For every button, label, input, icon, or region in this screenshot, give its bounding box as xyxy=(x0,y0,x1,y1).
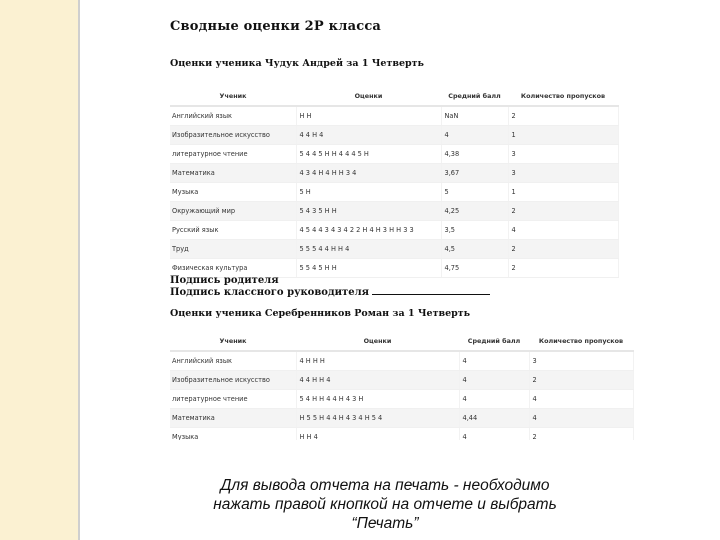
grades-cell: 4 5 4 4 3 4 3 4 2 2 Н 4 Н 3 Н Н 3 3 xyxy=(296,220,441,239)
avg-cell: 3,5 xyxy=(441,220,508,239)
table-header-row xyxy=(170,331,633,351)
table-row xyxy=(170,370,633,389)
grades-cell: 4 4 Н 4 xyxy=(296,125,441,144)
grades-cell: 5 5 5 4 4 Н Н 4 xyxy=(296,239,441,258)
table-row xyxy=(170,389,633,408)
avg-cell: 5 xyxy=(441,182,508,201)
grades-cell: Н Н 4 xyxy=(296,427,459,440)
subject-cell: Английский язык xyxy=(170,106,296,125)
absences-cell: 4 xyxy=(508,220,618,239)
avg-cell: 4 xyxy=(441,125,508,144)
avg-cell: 4,38 xyxy=(441,144,508,163)
absences-cell: 2 xyxy=(508,258,618,277)
instruction-caption xyxy=(150,476,620,533)
grades-cell: 4 Н Н Н xyxy=(296,351,459,370)
avg-cell: 4,5 xyxy=(441,239,508,258)
student-1-heading: Оценки ученика Чудук Андрей за 1 Четверть xyxy=(170,58,424,69)
grades-cell: 5 4 Н Н 4 4 Н 4 3 Н xyxy=(296,389,459,408)
left-decorative-stripe xyxy=(0,0,80,540)
subject-cell: Окружающий мир xyxy=(170,201,296,220)
avg-cell: 4 xyxy=(459,370,529,389)
report-title: Сводные оценки 2Р класса xyxy=(170,19,382,34)
grades-cell: Н Н xyxy=(296,106,441,125)
absences-cell: 4 xyxy=(529,389,633,408)
col-header-avg: Средний балл xyxy=(459,331,529,351)
signature-underline xyxy=(372,287,490,295)
avg-cell: 4 xyxy=(459,351,529,370)
absences-cell: 2 xyxy=(508,201,618,220)
absences-cell: 1 xyxy=(508,125,618,144)
grades-cell: 4 4 Н Н 4 xyxy=(296,370,459,389)
teacher-signature-line xyxy=(170,287,490,298)
col-header-grades: Оценки xyxy=(296,86,441,106)
table-header-row xyxy=(170,86,618,106)
subject-cell: Русский язык xyxy=(170,220,296,239)
grades-cell: 5 4 3 5 Н Н xyxy=(296,201,441,220)
subject-cell: литературное чтение xyxy=(170,144,296,163)
caption-line-1: Для вывода отчета на печать - необходимо xyxy=(220,477,550,494)
table-row xyxy=(170,220,618,239)
table-row xyxy=(170,427,633,440)
table-row xyxy=(170,125,618,144)
absences-cell: 2 xyxy=(529,427,633,440)
student-1-grades-table xyxy=(170,86,619,278)
avg-cell: 4,44 xyxy=(459,408,529,427)
avg-cell: 4,75 xyxy=(441,258,508,277)
col-header-absences: Количество пропусков xyxy=(508,86,618,106)
avg-cell: 4 xyxy=(459,427,529,440)
parent-signature-label: Подпись родителя xyxy=(170,275,279,286)
subject-cell: литературное чтение xyxy=(170,389,296,408)
table-row xyxy=(170,239,618,258)
subject-cell: Физическая культура xyxy=(170,258,296,277)
table-row xyxy=(170,351,633,370)
col-header-avg: Средний балл xyxy=(441,86,508,106)
avg-cell: NaN xyxy=(441,106,508,125)
grades-cell: 5 4 4 5 Н Н 4 4 4 5 Н xyxy=(296,144,441,163)
absences-cell: 3 xyxy=(508,163,618,182)
student-2-heading: Оценки ученика Серебренников Роман за 1 Четверть xyxy=(170,308,471,319)
absences-cell: 2 xyxy=(508,106,618,125)
avg-cell: 4 xyxy=(459,389,529,408)
table-row xyxy=(170,106,618,125)
avg-cell: 3,67 xyxy=(441,163,508,182)
col-header-absences: Количество пропусков xyxy=(529,331,633,351)
table-row xyxy=(170,144,618,163)
avg-cell: 4,25 xyxy=(441,201,508,220)
col-header-subject: Ученик xyxy=(170,86,296,106)
table-row xyxy=(170,201,618,220)
subject-cell: Математика xyxy=(170,163,296,182)
grades-cell: 5 5 4 5 Н Н xyxy=(296,258,441,277)
absences-cell: 3 xyxy=(529,351,633,370)
grades-cell: 5 Н xyxy=(296,182,441,201)
grades-cell: 4 3 4 Н 4 Н Н 3 4 xyxy=(296,163,441,182)
absences-cell: 1 xyxy=(508,182,618,201)
teacher-signature-label: Подпись классного руководителя xyxy=(170,287,370,298)
subject-cell: Английский язык xyxy=(170,351,296,370)
table-row xyxy=(170,408,633,427)
caption-line-2: нажать правой кнопкой на отчете и выбрать xyxy=(213,496,557,513)
subject-cell: Изобразительное искусство xyxy=(170,125,296,144)
subject-cell: Музыка xyxy=(170,427,296,440)
absences-cell: 3 xyxy=(508,144,618,163)
report-preview[interactable] xyxy=(161,14,644,440)
grades-cell: Н 5 5 Н 4 4 Н 4 3 4 Н 5 4 xyxy=(296,408,459,427)
col-header-subject: Ученик xyxy=(170,331,296,351)
absences-cell: 4 xyxy=(529,408,633,427)
col-header-grades: Оценки xyxy=(296,331,459,351)
absences-cell: 2 xyxy=(508,239,618,258)
absences-cell: 2 xyxy=(529,370,633,389)
table-row xyxy=(170,163,618,182)
subject-cell: Музыка xyxy=(170,182,296,201)
caption-line-3: “Печать” xyxy=(351,515,419,532)
table-row xyxy=(170,182,618,201)
subject-cell: Математика xyxy=(170,408,296,427)
student-2-grades-table xyxy=(170,331,634,440)
subject-cell: Труд xyxy=(170,239,296,258)
subject-cell: Изобразительное искусство xyxy=(170,370,296,389)
